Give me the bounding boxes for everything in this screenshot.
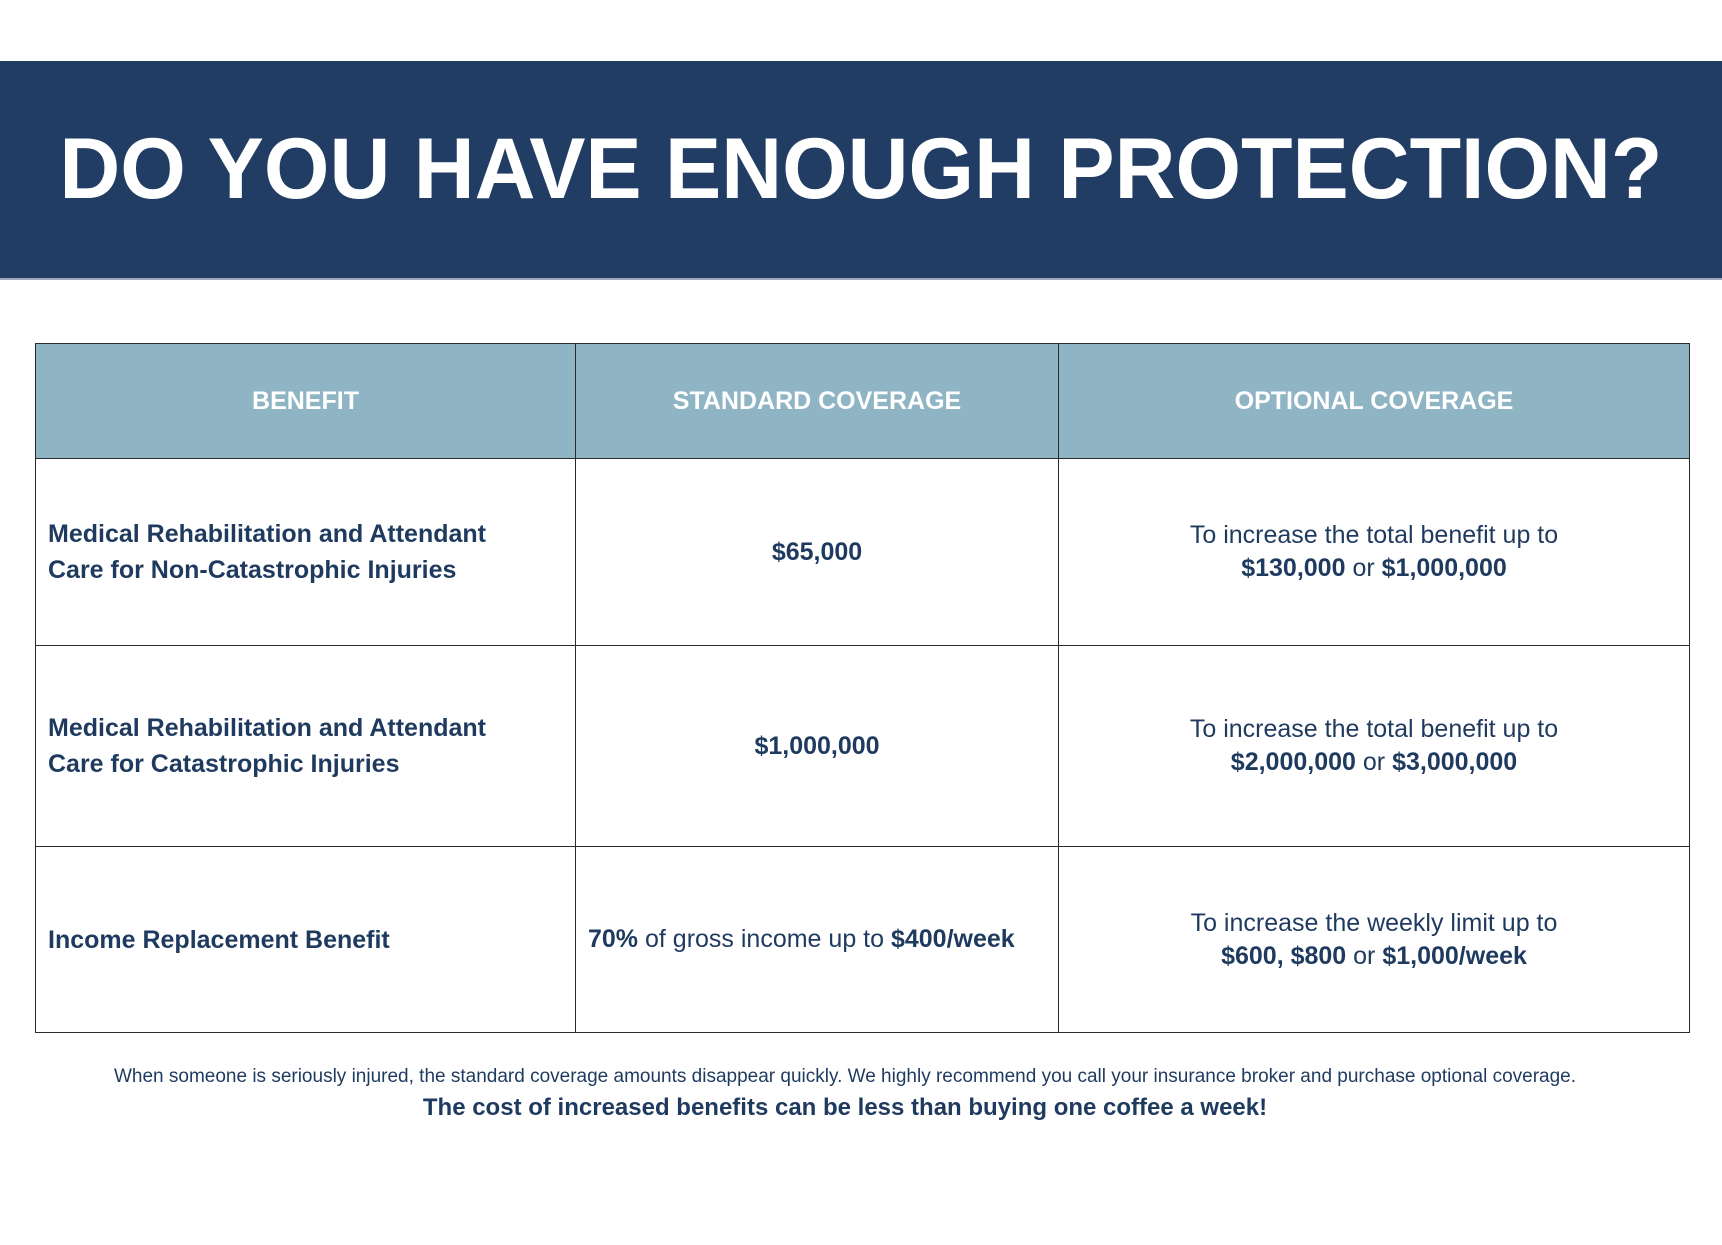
benefit-cell — [36, 847, 576, 1033]
table-row — [36, 459, 1690, 646]
optional-separator: or — [1362, 748, 1386, 776]
coverage-table — [35, 343, 1690, 1033]
footer-note: When someone is seriously injured, the standard coverage amounts disappear quickly. We highly recommend you call your insurance broker and purchase optional coverage. — [113, 1066, 1577, 1087]
optional-separator: or — [1353, 941, 1376, 970]
optional-intro: To increase the total benefit up to — [1189, 521, 1559, 549]
standard-cap: $400/week — [890, 925, 1015, 953]
title-banner — [0, 61, 1722, 280]
standard-coverage-cell — [576, 847, 1059, 1033]
benefit-cell — [36, 646, 576, 847]
benefit-line: Income Replacement Benefit — [48, 925, 390, 954]
optional-value: $1,000/week — [1382, 941, 1527, 970]
optional-coverage-cell — [1059, 459, 1690, 646]
optional-value: $600, $800 — [1221, 941, 1347, 970]
table-header-row — [36, 344, 1690, 459]
benefit-line: Medical Rehabilitation and Attendant — [48, 520, 486, 548]
benefit-line: Care for Non-Catastrophic Injuries — [48, 556, 457, 584]
standard-percentage: 70% — [588, 925, 639, 953]
optional-intro: To increase the weekly limit up to — [1190, 908, 1558, 937]
optional-coverage-cell — [1059, 847, 1690, 1033]
optional-coverage-cell — [1059, 646, 1690, 847]
optional-value: $1,000,000 — [1381, 554, 1507, 582]
standard-coverage-cell: $65,000 — [576, 459, 1059, 646]
header-standard-coverage: STANDARD COVERAGE — [576, 344, 1059, 459]
page-title: DO YOU HAVE ENOUGH PROTECTION? — [59, 121, 1663, 217]
table-row — [36, 646, 1690, 847]
optional-intro: To increase the total benefit up to — [1189, 715, 1559, 743]
table-row — [36, 847, 1690, 1033]
benefit-line: Care for Catastrophic Injuries — [48, 750, 400, 778]
optional-value: $2,000,000 — [1230, 748, 1356, 776]
header-optional-coverage: OPTIONAL COVERAGE — [1059, 344, 1690, 459]
standard-coverage-cell: $1,000,000 — [576, 646, 1059, 847]
optional-value: $3,000,000 — [1392, 748, 1518, 776]
benefit-cell — [36, 459, 576, 646]
footer — [0, 1063, 1690, 1123]
standard-description: of gross income up to — [645, 925, 885, 953]
optional-separator: or — [1352, 554, 1375, 582]
header-benefit: BENEFIT — [36, 344, 576, 459]
optional-value: $130,000 — [1241, 554, 1346, 582]
benefit-line: Medical Rehabilitation and Attendant — [48, 714, 486, 742]
footer-call-to-action: The cost of increased benefits can be less than buying one coffee a week! — [422, 1094, 1268, 1121]
